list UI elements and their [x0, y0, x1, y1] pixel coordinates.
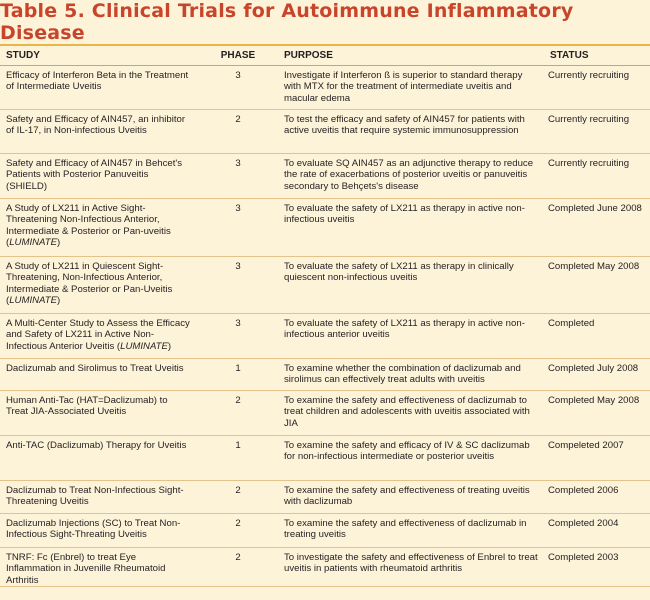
- purpose-cell: Investigate if Interferon ß is superior to standard therapy with MTX for the treatment of intermediate uveitis and macular edema: [278, 66, 544, 110]
- phase-cell: 2: [198, 391, 278, 436]
- phase-cell: 3: [198, 199, 278, 257]
- table-row: [0, 66, 650, 110]
- phase-cell: 1: [198, 359, 278, 391]
- table-row: [0, 359, 650, 391]
- status-cell: Completed 2006: [544, 481, 650, 514]
- phase-cell: 1: [198, 436, 278, 481]
- study-cell: Daclizumab to Treat Non-Infectious Sight-Threatening Uveitis: [0, 481, 198, 514]
- status-cell: Completed: [544, 314, 650, 359]
- purpose-cell: To evaluate the safety of LX211 as therapy in active non-infectious anterior uveitis: [278, 314, 544, 359]
- status-cell: Currently recruiting: [544, 110, 650, 154]
- table-row: [0, 314, 650, 359]
- phase-cell: 2: [198, 548, 278, 587]
- study-cell: Daclizumab Injections (SC) to Treat Non-Infectious Sight-Threating Uveitis: [0, 514, 198, 548]
- phase-cell: 2: [198, 514, 278, 548]
- table-row: [0, 481, 650, 514]
- study-cell: A Study of LX211 in Active Sight-Threatening Non-Infectious Anterior, Intermediate & Posterior or Pan-uveitis (LUMINATE): [0, 199, 198, 257]
- study-cell: A Multi-Center Study to Assess the Efficacy and Safety of LX211 in Active Non-Infectious Anterior Uveitis (LUMINATE): [0, 314, 198, 359]
- status-cell: Completed May 2008: [544, 257, 650, 314]
- purpose-cell: To examine the safety and efficacy of IV & SC daclizumab for non-infectious intermediate or posterior uveitis: [278, 436, 544, 481]
- header-status: STATUS: [544, 46, 650, 66]
- study-cell: A Study of LX211 in Quiescent Sight-Threatening, Non-Infectious Anterior, Intermediate & Posterior or Pan-Uveitis (LUMINATE): [0, 257, 198, 314]
- phase-cell: 3: [198, 314, 278, 359]
- status-cell: Completed July 2008: [544, 359, 650, 391]
- purpose-cell: To investigate the safety and effectiveness of Enbrel to treat uveitis in patients with rheumatoid arthritis: [278, 548, 544, 587]
- study-cell: Daclizumab and Sirolimus to Treat Uveitis: [0, 359, 198, 391]
- status-cell: Completed May 2008: [544, 391, 650, 436]
- header-study: STUDY: [0, 46, 198, 66]
- purpose-cell: To examine the safety and effectiveness of treating uveitis with daclizumab: [278, 481, 544, 514]
- header-purpose: PURPOSE: [278, 46, 544, 66]
- page-title: Table 5. Clinical Trials for Autoimmune Inflammatory Disease: [0, 0, 574, 44]
- table-header-row: [0, 46, 650, 66]
- phase-cell: 3: [198, 66, 278, 110]
- purpose-cell: To examine the safety and effectiveness of daclizumab in treating uveitis: [278, 514, 544, 548]
- table-row: [0, 514, 650, 548]
- phase-cell: 2: [198, 481, 278, 514]
- purpose-cell: To examine whether the combination of daclizumab and sirolimus can effectively treat adults with uveitis: [278, 359, 544, 391]
- table-row: [0, 548, 650, 587]
- status-cell: Currently recruiting: [544, 66, 650, 110]
- study-cell: Safety and Efficacy of AIN457, an inhibitor of IL-17, in Non-infectious Uveitis: [0, 110, 198, 154]
- status-cell: Currently recruiting: [544, 154, 650, 199]
- table-row: [0, 436, 650, 481]
- purpose-cell: To evaluate the safety of LX211 as therapy in active non-infectious uveitis: [278, 199, 544, 257]
- table-row: [0, 257, 650, 314]
- purpose-cell: To evaluate SQ AIN457 as an adjunctive therapy to reduce the rate of exacerbations of posterior uveitis or panuveitis secondary to Behçets's disease: [278, 154, 544, 199]
- study-cell: TNRF: Fc (Enbrel) to treat Eye Inflammation in Juvenille Rheumatoid Arthritis: [0, 548, 198, 587]
- table-row: [0, 110, 650, 154]
- status-cell: Completed 2003: [544, 548, 650, 587]
- status-cell: Compeleted 2007: [544, 436, 650, 481]
- header-phase: PHASE: [198, 46, 278, 66]
- table-row: [0, 154, 650, 199]
- phase-cell: 3: [198, 154, 278, 199]
- study-cell: Anti-TAC (Daclizumab) Therapy for Uveitis: [0, 436, 198, 481]
- table-row: [0, 199, 650, 257]
- purpose-cell: To evaluate the safety of LX211 as therapy in clinically quiescent non-infectious uveitis: [278, 257, 544, 314]
- title-bar: [0, 0, 650, 46]
- status-cell: Completed June 2008: [544, 199, 650, 257]
- study-cell: Safety and Efficacy of AIN457 in Behcet's Patients with Posterior Panuveitis (SHIELD): [0, 154, 198, 199]
- study-cell: Efficacy of Interferon Beta in the Treatment of Intermediate Uveitis: [0, 66, 198, 110]
- table-row: [0, 391, 650, 436]
- status-cell: Completed 2004: [544, 514, 650, 548]
- phase-cell: 2: [198, 110, 278, 154]
- phase-cell: 3: [198, 257, 278, 314]
- study-cell: Human Anti-Tac (HAT=Daclizumab) to Treat JIA-Associated Uveitis: [0, 391, 198, 436]
- purpose-cell: To examine the safety and effectiveness of daclizumab to treat children and adolescents with uveitis associated with JIA: [278, 391, 544, 436]
- purpose-cell: To test the efficacy and safety of AIN457 for patients with active uveitis that require systemic immunosuppression: [278, 110, 544, 154]
- clinical-trials-table: [0, 46, 650, 587]
